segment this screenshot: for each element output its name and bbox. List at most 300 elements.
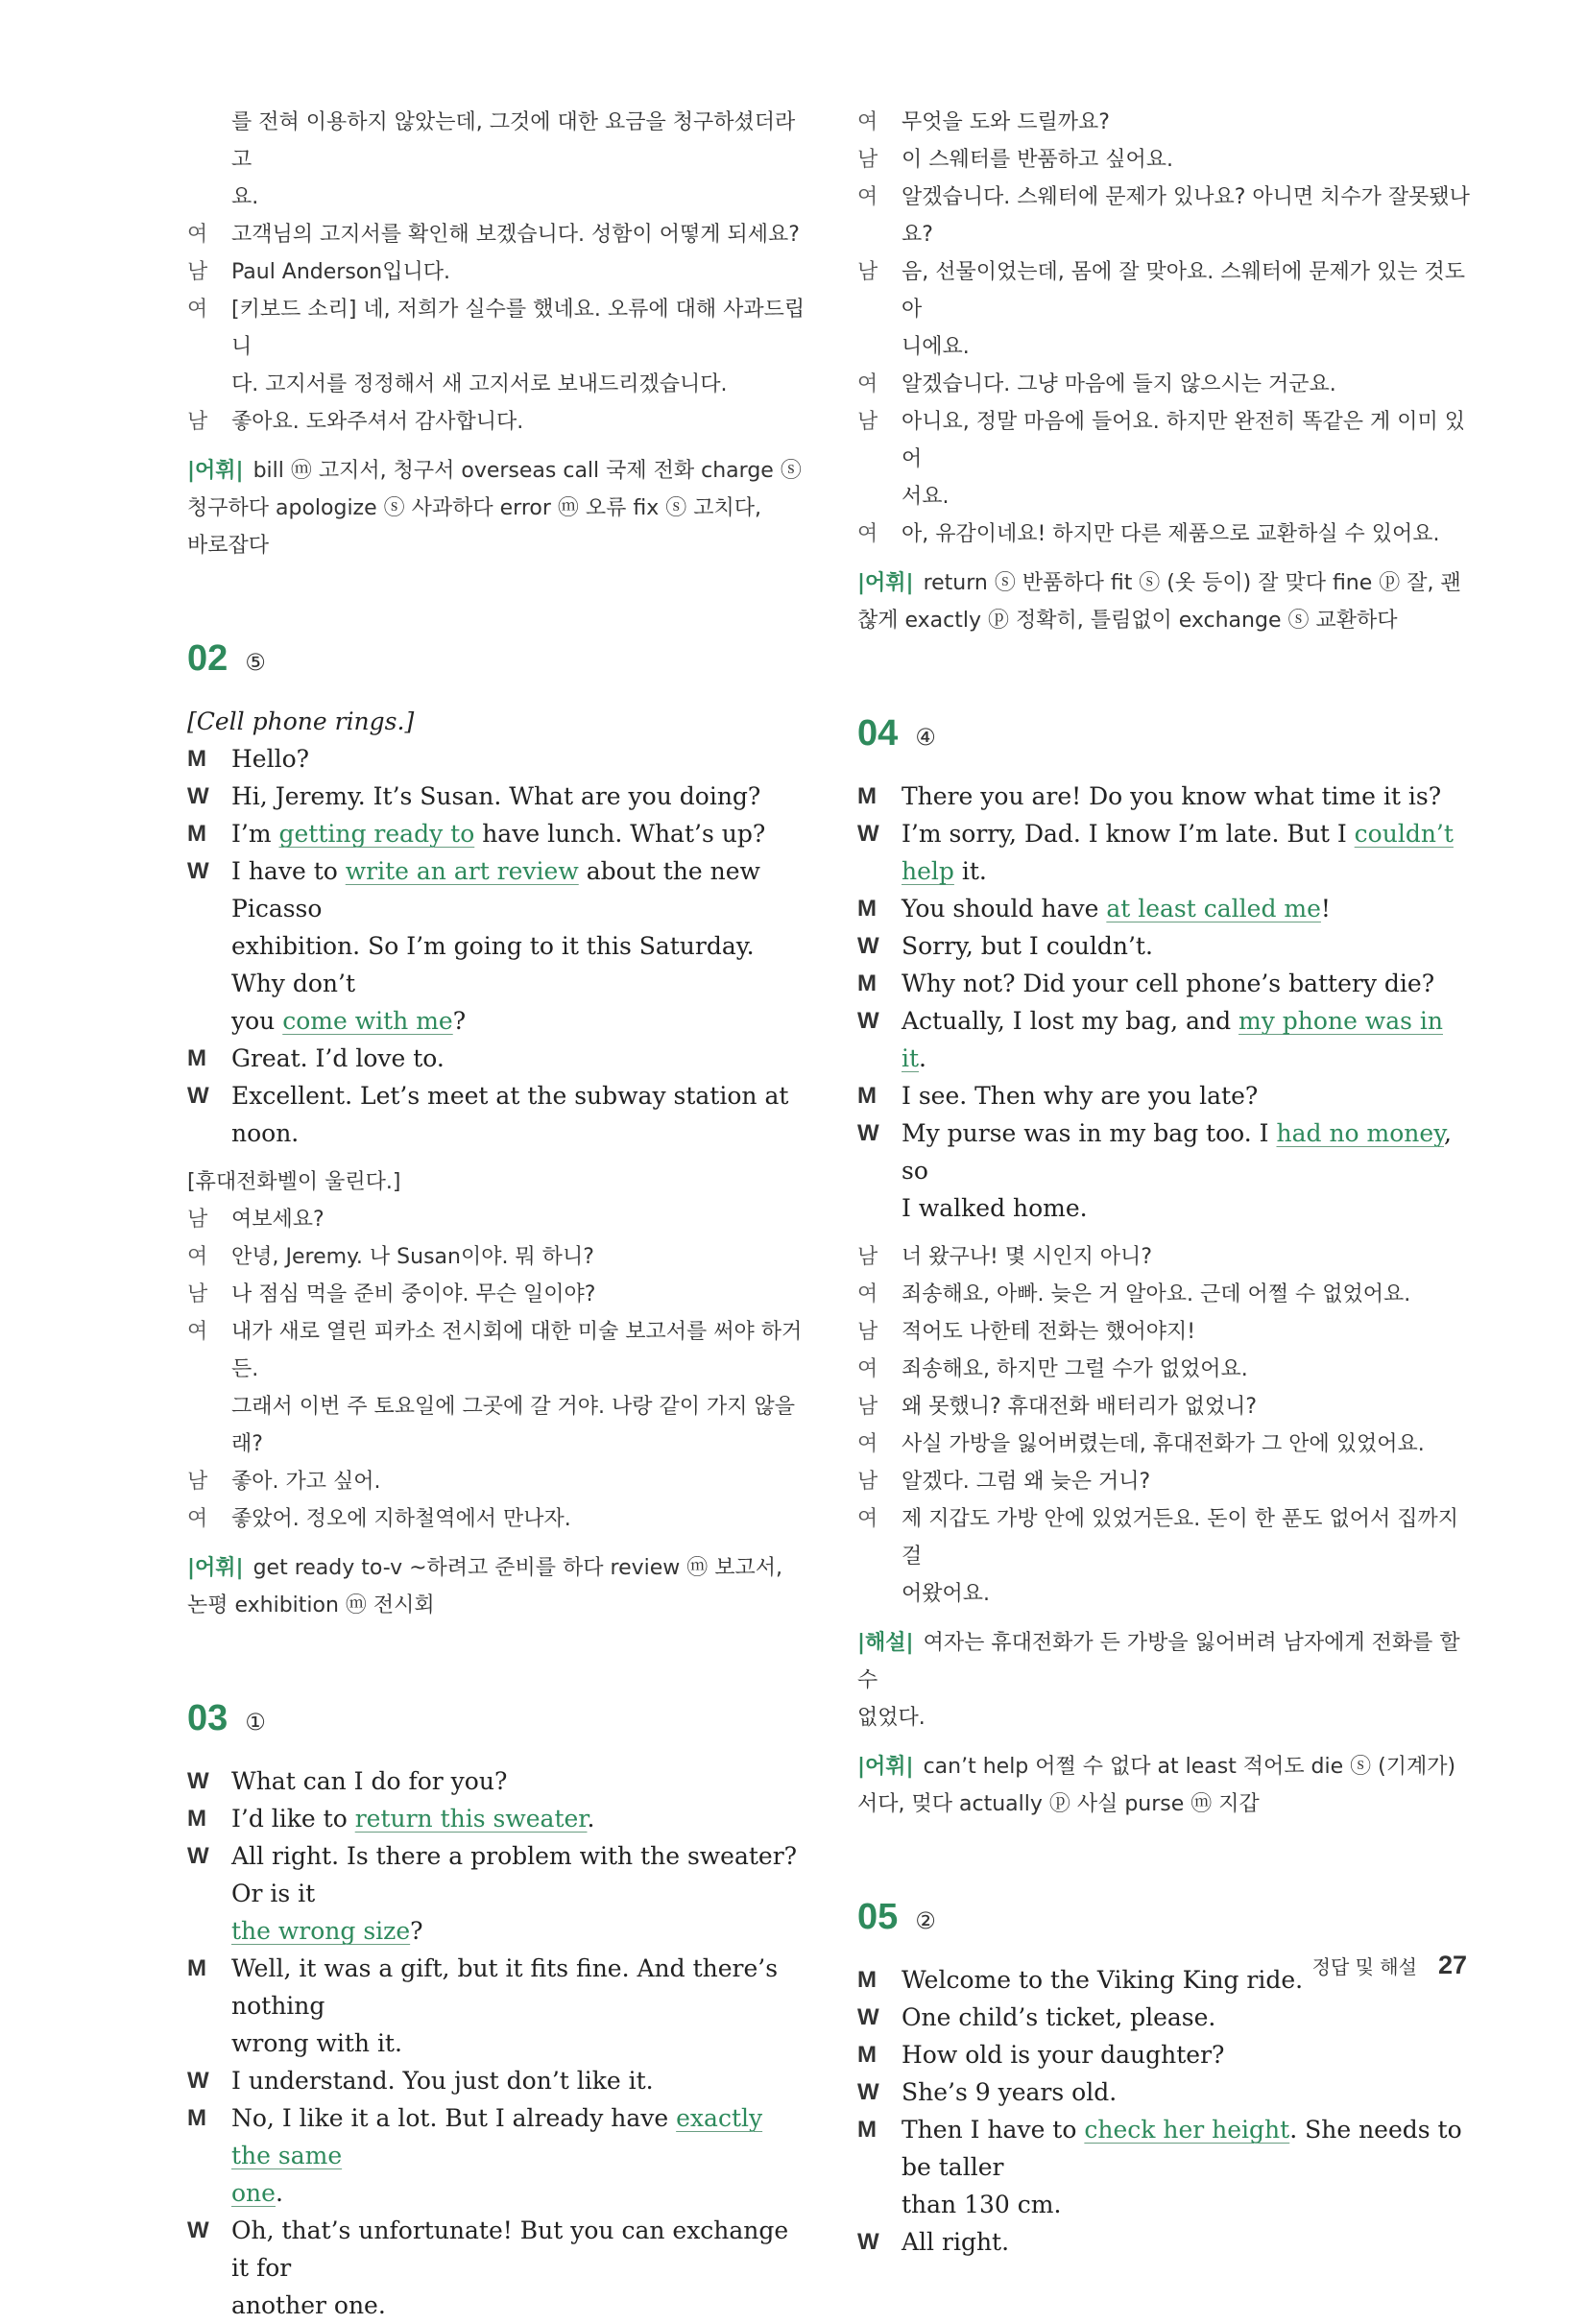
vocab-label: |어휘| [187, 459, 244, 483]
vocab-text: can’t help 어쩔 수 없다 at least 적어도 die ⓢ (기계가) [923, 1755, 1456, 1779]
dialogue-line [857, 1999, 1472, 2036]
speaker-label: 남 [187, 1208, 208, 1232]
line-text [902, 1002, 1472, 1077]
line-text [231, 927, 806, 1002]
text-segment: about the new Picasso [231, 857, 760, 922]
dialogue-line [857, 2036, 1472, 2073]
line-text [231, 2099, 806, 2174]
text-segment: Hi, Jeremy. It’s Susan. What are you doing? [231, 782, 761, 810]
line-text [902, 1077, 1472, 1114]
key-expression: at least called me [1106, 895, 1321, 922]
vocab-text: get ready to-v ~하려고 준비를 하다 review ⓜ 보고서, [252, 1556, 783, 1580]
text-segment: Excellent. Let’s meet at the subway station at noon. [231, 1082, 789, 1147]
q04-english-dialogue [857, 778, 1472, 1227]
text-segment: No, I like it a lot. But I already have [231, 2104, 677, 2132]
text-segment: . She needs to be taller [902, 2116, 1462, 2181]
dialogue-line [857, 104, 1472, 141]
speaker-label: 여 [857, 1507, 878, 1531]
line-text: 여보세요? [231, 1208, 325, 1232]
speaker-label: M [187, 1806, 206, 1832]
key-expression: check her height [1084, 2116, 1290, 2144]
line-text [902, 778, 1472, 815]
dialogue-line [187, 815, 806, 852]
line-text: 죄송해요, 하지만 그럴 수가 없었어요. [902, 1357, 1248, 1381]
speaker-label: 남 [857, 148, 878, 172]
dialogue-line [857, 1189, 1472, 1227]
speaker-label: M [857, 970, 877, 996]
line-text [231, 1077, 806, 1152]
line-text: 좋았어. 정오에 지하철역에서 만나자. [231, 1507, 571, 1531]
line-text [902, 965, 1472, 1002]
text-segment: There you are! Do you know what time it is? [902, 782, 1442, 810]
line-text: 어왔어요. [902, 1582, 991, 1606]
line-text [231, 1762, 806, 1800]
speaker-label: 남 [857, 1320, 878, 1344]
question-number: 04 [857, 713, 899, 754]
line-text: 요. [231, 185, 259, 209]
text-segment: She’s 9 years old. [902, 2078, 1118, 2106]
dialogue-line [857, 478, 1472, 515]
dialogue-line [187, 1837, 806, 1912]
line-text: 알겠다. 그럼 왜 늦은 거니? [902, 1470, 1151, 1494]
line-text [231, 1040, 806, 1077]
line-text [231, 778, 806, 815]
line-text [231, 2174, 806, 2212]
line-text [231, 1912, 806, 1950]
text-segment: All right. Is there a problem with the sweater? Or is it [231, 1842, 798, 1907]
line-text [231, 2212, 806, 2287]
line-text [902, 2036, 1472, 2073]
dialogue-line [187, 778, 806, 815]
line-text [902, 890, 1472, 927]
dialogue-line [187, 1500, 806, 1538]
dialogue-line [187, 1002, 806, 1040]
key-expression: couldn’t help [902, 820, 1454, 885]
speaker-label: M [187, 1955, 206, 1981]
line-text: 알겠습니다. 스웨터에 문제가 있나요? 아니면 치수가 잘못됐나요? [902, 185, 1470, 247]
speaker-label: W [857, 1120, 879, 1146]
key-expression: the wrong size [231, 1917, 411, 1945]
speaker-label [187, 2174, 231, 2212]
dialogue-line [857, 815, 1472, 890]
question-number: 05 [857, 1897, 899, 1937]
question-number: 02 [187, 638, 228, 679]
line-text: 사실 가방을 잃어버렸는데, 휴대전화가 그 안에 있었어요. [902, 1432, 1425, 1456]
dialogue-line [857, 403, 1472, 478]
line-text [902, 2073, 1472, 2111]
dialogue-line [187, 740, 806, 778]
speaker-label: 여 [857, 1432, 878, 1456]
dialogue-line [857, 253, 1472, 328]
line-text [231, 2025, 806, 2062]
speaker-label: W [187, 2068, 209, 2094]
dialogue-line [857, 1077, 1472, 1114]
text-segment: have lunch. What’s up? [474, 820, 766, 848]
stage-direction: [Cell phone rings.] [187, 707, 415, 735]
text-segment: You should have [902, 895, 1107, 922]
speaker-label: 여 [857, 372, 878, 396]
page-footer [1312, 1951, 1467, 1980]
key-expression: exactly the same [231, 2104, 763, 2169]
speaker-label: 여 [187, 223, 208, 247]
dialogue-line [857, 1351, 1472, 1388]
vocab-line [857, 564, 1472, 602]
q03-vocab-note [857, 564, 1472, 639]
vocab-text: bill ⓜ 고지서, 청구서 overseas call 국제 전화 charge ⓢ [252, 459, 802, 483]
explanation-label: |해설| [857, 1631, 914, 1655]
speaker-label: 여 [187, 1320, 208, 1344]
speaker-label: 여 [857, 1357, 878, 1381]
dialogue-line [187, 2025, 806, 2062]
speaker-label: M [857, 1967, 877, 1993]
speaker-label: 남 [187, 410, 208, 434]
dialogue-line [187, 1800, 806, 1837]
text-segment: . [587, 1805, 595, 1833]
line-text: Paul Anderson입니다. [231, 260, 450, 284]
line-text [902, 2111, 1472, 2186]
line-text [902, 1999, 1472, 2036]
key-expression: return this sweater [354, 1805, 588, 1833]
line-text [231, 815, 806, 852]
dialogue-line [857, 1313, 1472, 1351]
dialogue-line [187, 216, 806, 253]
line-text: 그래서 이번 주 토요일에 그곳에 갈 거야. 나랑 같이 가지 않을래? [231, 1395, 795, 1456]
speaker-label: W [187, 2217, 209, 2243]
speaker-label: M [187, 821, 206, 847]
line-text: 서요. [902, 485, 950, 509]
text-segment: I see. Then why are you late? [902, 1082, 1259, 1110]
line-text [231, 740, 806, 778]
key-expression: my phone was in it [902, 1007, 1443, 1072]
q03-korean-dialogue [857, 104, 1472, 553]
dialogue-line [857, 1388, 1472, 1426]
question-number: 03 [187, 1698, 228, 1738]
text-segment: I walked home. [902, 1194, 1088, 1222]
dialogue-line [187, 1077, 806, 1152]
dialogue-line [857, 1276, 1472, 1313]
vocab-line [187, 452, 806, 490]
speaker-label [187, 104, 231, 179]
speaker-label: 여 [857, 110, 878, 134]
speaker-label: W [187, 858, 209, 884]
dialogue-line [857, 366, 1472, 403]
text-segment: it. [953, 857, 987, 885]
speaker-label: W [857, 821, 879, 847]
line-text: 좋아요. 도와주셔서 감사합니다. [231, 410, 524, 434]
dialogue-line [857, 890, 1472, 927]
line-text [902, 815, 1472, 890]
speaker-label [187, 179, 231, 216]
speaker-label: 여 [187, 1507, 208, 1531]
speaker-label [857, 2186, 902, 2223]
q01-vocab-note [187, 452, 806, 564]
dialogue-line [187, 927, 806, 1002]
speaker-label: W [187, 1083, 209, 1109]
q03-english-dialogue [187, 1762, 806, 2324]
text-segment: ? [410, 1917, 423, 1945]
dialogue-line [857, 1500, 1472, 1575]
line-text [902, 1189, 1472, 1227]
dialogue-line [187, 366, 806, 403]
dialogue-line [187, 1040, 806, 1077]
footer-text: 정답 및 해설 [1311, 1955, 1417, 1978]
vocab-text: 찮게 exactly ⓟ 정확히, 틀림없이 exchange ⓢ 교환하다 [857, 609, 1398, 633]
text-segment: . [275, 2179, 283, 2207]
text-segment: Then I have to [902, 2116, 1085, 2144]
line-text: 적어도 나한테 전화는 했어야지! [902, 1320, 1196, 1344]
text-segment: My purse was in my bag too. I [902, 1119, 1277, 1147]
text-segment: I’m sorry, Dad. I know I’m late. But I [902, 820, 1355, 848]
speaker-label: M [187, 2105, 206, 2131]
speaker-label: 남 [187, 1470, 208, 1494]
line-text: 알겠습니다. 그냥 마음에 들지 않으시는 거군요. [902, 372, 1336, 396]
vocab-label: |어휘| [187, 1556, 244, 1580]
dialogue-line [187, 1201, 806, 1238]
line-text: 안녕, Jeremy. 나 Susan이야. 뭐 하니? [231, 1245, 594, 1269]
page-number: 27 [1437, 1951, 1467, 1979]
speaker-label: 남 [857, 1470, 878, 1494]
line-text: 죄송해요, 아빠. 늦은 거 알아요. 근데 어쩔 수 없었어요. [902, 1282, 1411, 1306]
text-segment: ? [452, 1007, 467, 1035]
speaker-label [857, 478, 902, 515]
q03-heading [187, 1693, 806, 1751]
dialogue-line [187, 2212, 806, 2287]
dialogue-line [187, 2099, 806, 2174]
speaker-label: M [857, 783, 877, 809]
line-text: 제 지갑도 가방 안에 있었거든요. 돈이 한 푼도 없어서 집까지 걸 [902, 1507, 1458, 1569]
line-text [902, 2223, 1472, 2261]
text-segment: I’m [231, 820, 279, 848]
text-segment: I have to [231, 857, 346, 885]
speaker-label [857, 328, 902, 366]
line-text [231, 2062, 806, 2099]
text-segment: ! [1320, 895, 1331, 922]
speaker-label [187, 1388, 231, 1463]
q02-heading [187, 634, 806, 691]
speaker-label [857, 1189, 902, 1227]
text-segment: Actually, I lost my bag, and [902, 1007, 1239, 1035]
speaker-label [187, 366, 231, 403]
line-text [902, 927, 1472, 965]
speaker-label: W [857, 933, 879, 959]
dialogue-line [187, 2174, 806, 2212]
text-segment: Oh, that’s unfortunate! But you can exchange it for [231, 2216, 789, 2282]
text-segment: One child’s ticket, please. [902, 2003, 1216, 2031]
key-expression: write an art review [345, 857, 579, 885]
dialogue-line [187, 1238, 806, 1276]
dialogue-line [187, 2287, 806, 2324]
speaker-label [857, 1575, 902, 1613]
speaker-label [187, 927, 231, 1002]
q02-korean-dialogue [187, 1201, 806, 1538]
key-expression: one [231, 2179, 276, 2207]
dialogue-line [857, 965, 1472, 1002]
key-expression: had no money [1276, 1119, 1444, 1147]
dialogue-line [187, 1950, 806, 2025]
speaker-label [187, 2287, 231, 2324]
dialogue-line [857, 141, 1472, 179]
line-text [231, 1837, 806, 1912]
speaker-label: 남 [187, 260, 208, 284]
dialogue-line [187, 104, 806, 179]
key-expression: getting ready to [278, 820, 475, 848]
text-segment: Great. I’d love to. [231, 1044, 445, 1072]
dialogue-line [187, 179, 806, 216]
vocab-line [187, 1549, 806, 1587]
vocab-text: 서다, 멎다 actually ⓟ 사실 purse ⓜ 지갑 [857, 1792, 1260, 1816]
explanation-text: 없었다. [857, 1706, 926, 1730]
speaker-label: W [857, 2229, 879, 2255]
dialogue-line [857, 1114, 1472, 1189]
stage-direction-korean: [휴대전화벨이 울린다.] [187, 1170, 401, 1194]
dialogue-line [857, 927, 1472, 965]
line-text: 니에요. [902, 335, 970, 359]
line-text: [키보드 소리] 네, 저희가 실수를 했네요. 오류에 대해 사과드립니 [231, 298, 806, 359]
q05-english-dialogue [857, 1961, 1472, 2261]
dialogue-line [187, 2062, 806, 2099]
line-text: 왜 못했니? 휴대전화 배터리가 없었니? [902, 1395, 1258, 1419]
speaker-label: W [857, 2079, 879, 2105]
speaker-label [187, 1912, 231, 1950]
dialogue-line [187, 852, 806, 927]
line-text: 이 스웨터를 반품하고 싶어요. [902, 148, 1173, 172]
speaker-label: 여 [857, 522, 878, 546]
dialogue-line [187, 403, 806, 441]
text-segment: , so [902, 1119, 1452, 1185]
dialogue-line [187, 1388, 806, 1463]
answer-mark: ⑤ [245, 649, 266, 676]
dialogue-line [187, 253, 806, 291]
line-text: 다. 고지서를 정정해서 새 고지서로 보내드리겠습니다. [231, 372, 728, 396]
dialogue-line [857, 2111, 1472, 2186]
speaker-label: M [187, 1045, 206, 1071]
dialogue-line [187, 1762, 806, 1800]
text-segment: . [919, 1044, 926, 1072]
q04-heading [857, 708, 1472, 766]
line-text: 너 왔구나! 몇 시인지 아니? [902, 1245, 1152, 1269]
text-segment: wrong with it. [231, 2029, 402, 2057]
text-segment: another one. [231, 2291, 386, 2319]
text-segment: What can I do for you? [231, 1767, 508, 1795]
speaker-label: W [187, 783, 209, 809]
line-text [231, 852, 806, 927]
line-text: 좋아. 가고 싶어. [231, 1470, 381, 1494]
answer-mark: ① [245, 1709, 266, 1736]
line-text [231, 1800, 806, 1837]
text-segment: All right. [902, 2228, 1010, 2256]
dialogue-line [857, 515, 1472, 553]
speaker-label: W [187, 1843, 209, 1869]
dialogue-line [857, 1426, 1472, 1463]
vocab-text: return ⓢ 반품하다 fit ⓢ (옷 등이) 잘 맞다 fine ⓟ 잘, 괜 [923, 571, 1461, 595]
speaker-label: 남 [857, 1245, 878, 1269]
speaker-label: M [857, 2117, 877, 2143]
speaker-label: W [857, 2004, 879, 2030]
line-text [902, 2186, 1472, 2223]
dialogue-line [857, 2073, 1472, 2111]
explanation-line [857, 1624, 1472, 1699]
q04-korean-dialogue [857, 1238, 1472, 1613]
text-segment: Why not? Did your cell phone’s battery die? [902, 970, 1435, 997]
line-text [902, 1114, 1472, 1189]
dialogue-line [857, 1575, 1472, 1613]
text-segment: I’d like to [231, 1805, 355, 1833]
dialogue-line [187, 291, 806, 366]
speaker-label: M [857, 896, 877, 922]
answer-mark: ② [915, 1907, 936, 1934]
speaker-label: 여 [187, 1245, 208, 1269]
q04-explanation-note [857, 1624, 1472, 1737]
text-segment: Hello? [231, 745, 310, 773]
speaker-label: 남 [187, 1282, 208, 1306]
speaker-label: 여 [857, 185, 878, 209]
speaker-label [187, 2025, 231, 2062]
line-text: 내가 새로 열린 피카소 전시회에 대한 미술 보고서를 써야 하거든. [231, 1320, 803, 1381]
dialogue-line [857, 179, 1472, 253]
left-column [187, 104, 806, 2324]
answer-mark: ④ [915, 724, 936, 751]
speaker-label: M [857, 1083, 877, 1109]
line-text: 나 점심 먹을 준비 중이야. 무슨 일이야? [231, 1282, 596, 1306]
dialogue-line [857, 2186, 1472, 2223]
line-text: 무엇을 도와 드릴까요? [902, 110, 1110, 134]
line-text: 아니요, 정말 마음에 들어요. 하지만 완전히 똑같은 게 이미 있어 [902, 410, 1465, 471]
key-expression: come with me [282, 1007, 453, 1035]
right-column [857, 104, 1472, 2261]
line-text: 를 전혀 이용하지 않았는데, 그것에 대한 요금을 청구하셨더라고 [231, 110, 796, 172]
text-segment: Well, it was a gift, but it fits fine. And there’s nothing [231, 1954, 779, 2020]
q05-heading [857, 1892, 1472, 1950]
text-segment: you [231, 1007, 283, 1035]
speaker-label: 여 [187, 298, 208, 322]
text-segment: exhibition. So I’m going to it this Saturday. Why don’t [231, 932, 755, 997]
line-text: 음, 선물이었는데, 몸에 잘 맞아요. 스웨터에 문제가 있는 것도 아 [902, 260, 1465, 322]
dialogue-line [187, 1276, 806, 1313]
dialogue-line [857, 778, 1472, 815]
vocab-label: |어휘| [857, 571, 914, 595]
line-text [231, 2287, 806, 2324]
vocab-text: 바로잡다 [187, 534, 270, 558]
dialogue-line [187, 1313, 806, 1388]
dialogue-line [857, 2223, 1472, 2261]
line-text [231, 1002, 806, 1040]
dialogue-line [857, 1238, 1472, 1276]
speaker-label: W [857, 1008, 879, 1034]
text-segment: I understand. You just don’t like it. [231, 2067, 654, 2095]
vocab-line [857, 1748, 1472, 1785]
dialogue-line [187, 1912, 806, 1950]
speaker-label: 남 [857, 260, 878, 284]
speaker-label: 남 [857, 1395, 878, 1419]
text-segment: Sorry, but I couldn’t. [902, 932, 1153, 960]
dialogue-line [857, 1463, 1472, 1500]
q01-korean-dialogue [187, 104, 806, 441]
dialogue-line [187, 1463, 806, 1500]
speaker-label: 남 [857, 410, 878, 434]
dialogue-line [857, 1002, 1472, 1077]
text-segment: Welcome to the Viking King ride. [902, 1966, 1304, 1994]
q02-english-dialogue [187, 740, 806, 1152]
dialogue-line [857, 328, 1472, 366]
text-segment: than 130 cm. [902, 2191, 1062, 2218]
line-text [231, 1950, 806, 2025]
speaker-label: M [187, 746, 206, 772]
vocab-text: 논평 exhibition ⓜ 전시회 [187, 1593, 435, 1617]
explanation-text: 여자는 휴대전화가 든 가방을 잃어버려 남자에게 전화를 할 수 [857, 1631, 1460, 1692]
q02-vocab-note [187, 1549, 806, 1624]
vocab-label: |어휘| [857, 1755, 914, 1779]
q04-vocab-note [857, 1748, 1472, 1823]
